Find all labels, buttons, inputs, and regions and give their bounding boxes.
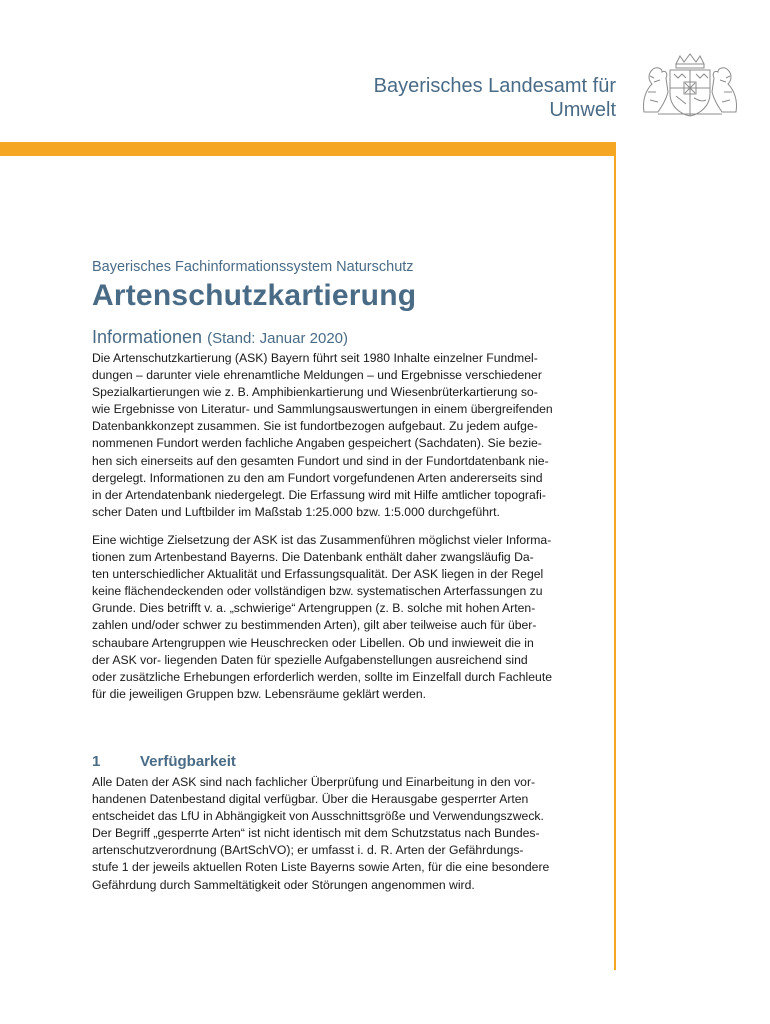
- paragraph-goals: [92, 532, 592, 703]
- paragraph-availability: [92, 774, 592, 894]
- paragraph-line: handenen Datenbestand digital verfügbar. Über die Herausgabe gesperrter Arten: [92, 792, 529, 807]
- paragraph-line: für die jeweiligen Gruppen bzw. Lebensräume geklärt werden.: [92, 686, 426, 701]
- paragraph-line: tionen zum Artenbestand Bayerns. Die Datenbank enthält daher zwangsläufig Da-: [92, 550, 534, 565]
- section-number: 1: [92, 753, 101, 770]
- paragraph-line: entscheidet das LfU in Abhängigkeit von Ausschnittsgröße und Verwendungszweck.: [92, 809, 544, 824]
- paragraph-line: Grunde. Dies betrifft v. a. „schwierige“ Artengruppen (z. B. solche mit hohen Arten-: [92, 601, 536, 616]
- paragraph-line: dungen – darunter viele ehrenamtliche Meldungen – und Ergebnisse verschiedener: [92, 368, 542, 383]
- section-title: Verfügbarkeit: [140, 753, 236, 770]
- paragraph-line: dergelegt. Informationen zu den am Fundort vorgefundenen Arten andererseits sind: [92, 470, 543, 485]
- paragraph-line: oder zusätzliche Erhebungen erforderlich werden, sollte im Einzelfall durch Fachleute: [92, 669, 552, 684]
- paragraph-line: Alle Daten der ASK sind nach fachlicher Überprüfung und Einarbeitung in den vor-: [92, 775, 536, 789]
- accent-bar: [0, 142, 616, 156]
- stand-date: (Stand: Januar 2020): [207, 330, 349, 347]
- paragraph-line: hen sich einerseits auf den gesamten Fundort und sind in der Fundortdatenbank nie-: [92, 453, 549, 468]
- paragraph-line: Gefährdung durch Sammeltätigkeit oder Störungen angenommen wird.: [92, 877, 475, 892]
- paragraph-line: wie Ergebnisse von Literatur- und Sammlungsauswertungen in einem übergreifenden: [92, 402, 553, 417]
- paragraph-line: scher Daten und Luftbilder im Maßstab 1:25.000 bzw. 1:5.000 durchgeführt.: [92, 504, 500, 519]
- paragraph-intro: [92, 350, 592, 521]
- agency-name: [256, 74, 616, 122]
- paragraph-line: der ASK vor- liegenden Daten für spezielle Aufgabenstellungen ausreichend sind: [92, 652, 528, 667]
- paragraph-line: keine flächendeckenden oder vollständigen bzw. systematischen Arterfassungen zu: [92, 584, 543, 599]
- agency-name-line2: Umwelt: [549, 99, 616, 121]
- info-heading-label: Informationen: [92, 327, 203, 347]
- paragraph-line: in der Artendatenbank niedergelegt. Die Erfassung wird mit Hilfe amtlicher topografi-: [92, 487, 546, 502]
- agency-name-line1: Bayerisches Landesamt für: [373, 75, 616, 97]
- paragraph-line: schaubare Artengruppen wie Heuschrecken oder Libellen. Ob und inwieweit die in: [92, 635, 534, 650]
- section-heading: [92, 753, 236, 770]
- paragraph-line: Eine wichtige Zielsetzung der ASK ist das Zusammenführen möglichst vieler Informa-: [92, 533, 552, 547]
- paragraph-line: zahlen und/oder schwer zu bestimmenden Arten), gilt aber teilweise auch für über-: [92, 618, 537, 633]
- paragraph-line: Spezialkartierungen wie z. B. Amphibienkartierung und Wiesenbrüterkartierung so-: [92, 385, 538, 400]
- accent-line: [614, 142, 616, 970]
- paragraph-line: artenschutzverordnung (BArtSchVO); er umfasst i. d. R. Arten der Gefährdungs-: [92, 843, 524, 858]
- bavarian-coat-of-arms-icon: [638, 52, 742, 118]
- paragraph-line: ten unterschiedlicher Aktualität und Erfassungsqualität. Der ASK liegen in der Regel: [92, 567, 544, 582]
- paragraph-line: Der Begriff „gesperrte Arten“ ist nicht identisch mit dem Schutzstatus nach Bundes-: [92, 826, 540, 841]
- paragraph-line: Die Artenschutzkartierung (ASK) Bayern führt seit 1980 Inhalte einzelner Fundmel-: [92, 351, 538, 365]
- paragraph-line: stufe 1 der jeweils aktuellen Roten Liste Bayerns sowie Arten, für die eine besondere: [92, 860, 550, 875]
- paragraph-line: nommenen Fundort werden fachliche Angaben gespeichert (Sachdaten). Sie bezie-: [92, 436, 542, 451]
- page-title: Artenschutzkartierung: [92, 279, 417, 312]
- subsystem-name: Bayerisches Fachinformationssystem Naturschutz: [92, 259, 414, 275]
- info-heading: [92, 327, 348, 348]
- paragraph-line: Datenbankkonzept zusammen. Sie ist fundortbezogen aufgebaut. Zu jedem aufge-: [92, 419, 538, 434]
